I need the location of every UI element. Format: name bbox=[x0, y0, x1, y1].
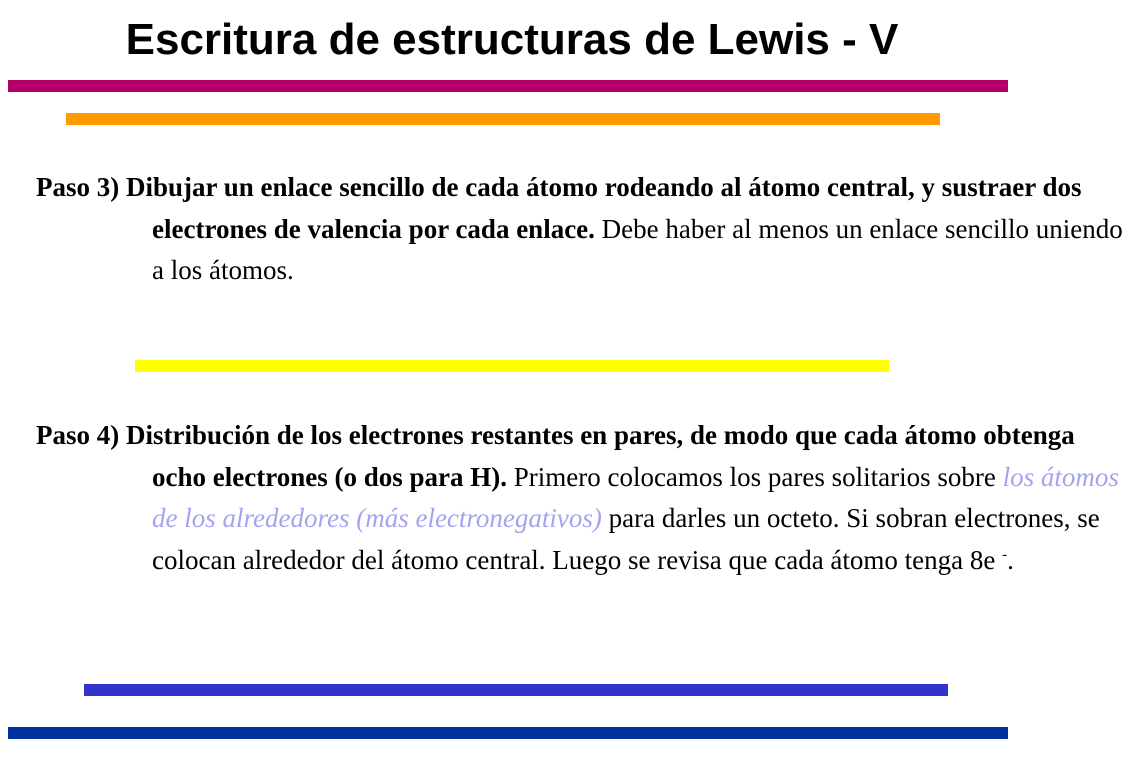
step-4-highlight-text: los átomos de los alrededores (más electronegativos) bbox=[152, 461, 1119, 533]
divider-blue bbox=[84, 684, 948, 696]
divider-navy bbox=[8, 727, 1008, 739]
divider-magenta bbox=[8, 80, 1008, 92]
step-3-normal-text: Debe haber al menos un enlace sencillo uniendo a los átomos. bbox=[152, 213, 1123, 285]
step-4-text-after-highlight: para darles un octeto. Si sobran electrones, se colocan alrededor del átomo central. Luego se revisa que cada átomo tenga 8e bbox=[152, 503, 1100, 575]
slide-title: Escritura de estructuras de Lewis - V bbox=[125, 15, 899, 64]
step-3-bold-text: Dibujar un enlace sencillo de cada átomo rodeando al átomo central, y sustraer dos electrones de valencia por cada enlace. bbox=[126, 172, 1082, 244]
step-4-paragraph bbox=[36, 415, 1128, 581]
step-4-final-period: . bbox=[1007, 544, 1014, 575]
step-4-bold-text: Distribución de los electrones restantes en pares, de modo que cada átomo obtenga ocho electrones (o dos para H). bbox=[126, 420, 1075, 492]
divider-orange bbox=[66, 113, 940, 125]
step-3-paragraph bbox=[36, 167, 1128, 292]
step-3-label: Paso 3) bbox=[36, 172, 120, 202]
electron-superscript: - bbox=[1002, 546, 1008, 563]
step-4-label: Paso 4) bbox=[36, 420, 120, 450]
step-4-text-before-highlight: Primero colocamos los pares solitarios sobre bbox=[513, 461, 996, 492]
divider-yellow bbox=[135, 360, 889, 372]
